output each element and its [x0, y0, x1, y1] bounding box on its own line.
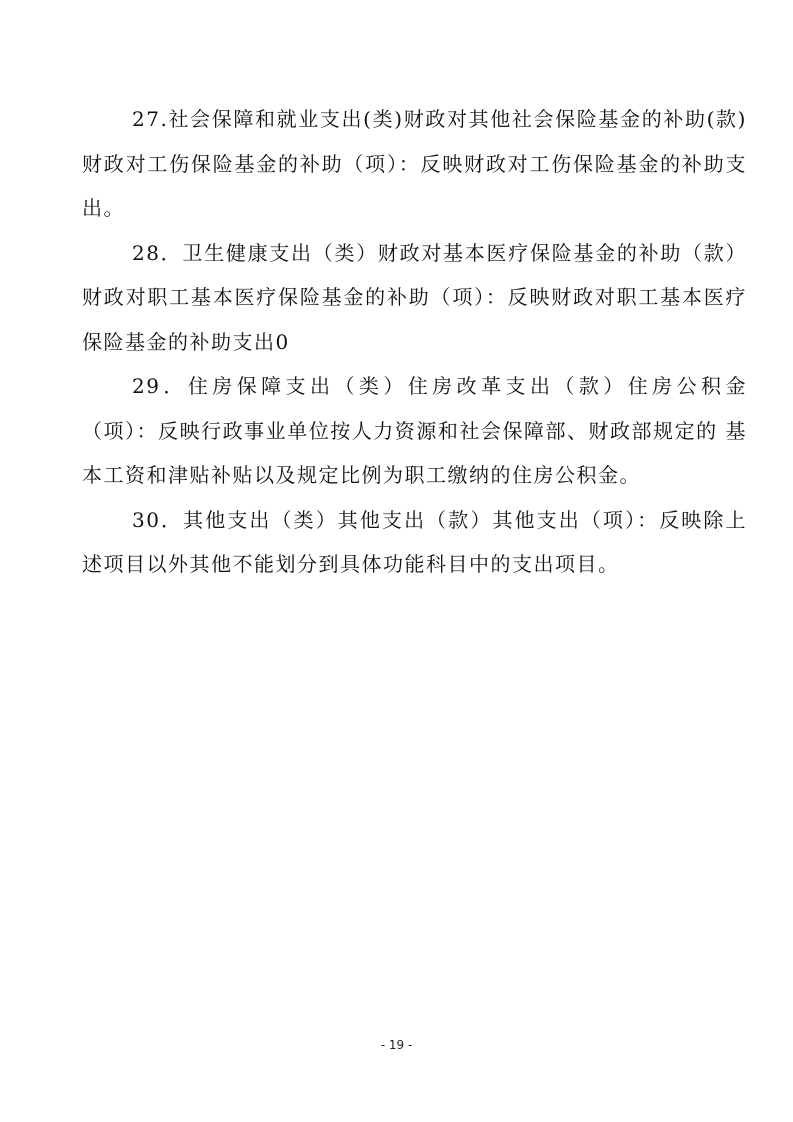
paragraph-item-29: 29．住房保障支出（类）住房改革支出（款）住房公积金（项）：反映行政事业单位按人力资源和社会保障部、财政部规定的 基本工资和津贴补贴以及规定比例为职工缴纳的住房公积金。 [82, 374, 747, 487]
document-body [82, 97, 747, 587]
page-number: - 19 - [380, 1038, 413, 1052]
paragraph-item-30: 30．其他支出（类）其他支出（款）其他支出（项）：反映除上述项目以外其他不能划分到具体功能科目中的支出项目。 [82, 507, 747, 576]
paragraph-item-28: 28．卫生健康支出（类）财政对基本医疗保险基金的补助（款）财政对职工基本医疗保险基金的补助（项）：反映财政对职工基本医疗保险基金的补助支出0 [82, 240, 747, 354]
paragraph-item-27: 27.社会保障和就业支出(类)财政对其他社会保险基金的补助(款)财政对工伤保险基金的补助（项）：反映财政对工伤保险基金的补助支出。 [82, 107, 747, 220]
